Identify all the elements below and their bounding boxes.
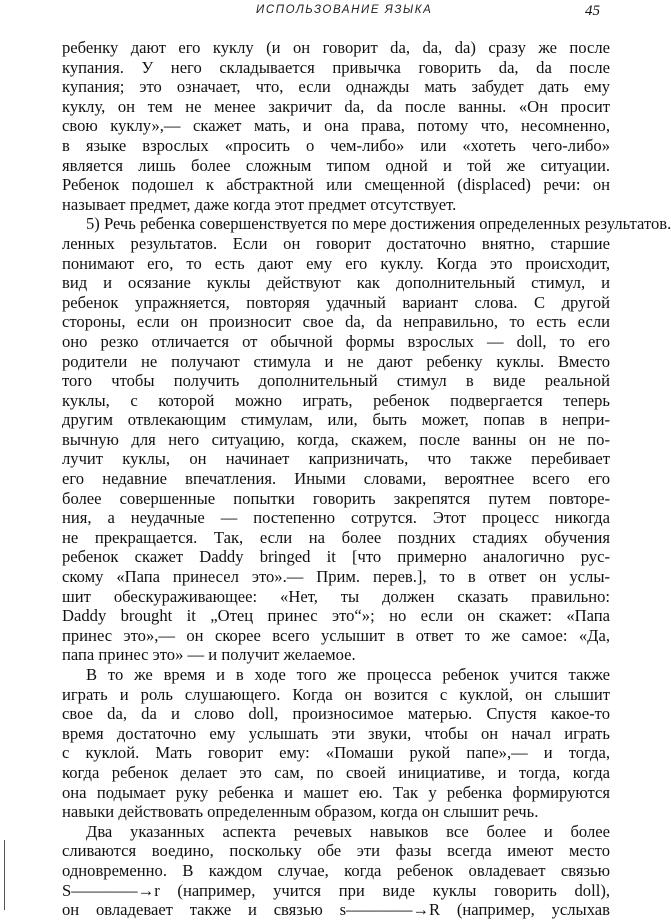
running-head-title: ИСПОЛЬЗОВАНИЕ ЯЗЫКА bbox=[256, 4, 433, 16]
text-line: когда ребенок делает это сам, по своей инициативе, и тогда, когда bbox=[62, 762, 610, 782]
page-number: 45 bbox=[585, 3, 600, 19]
text-line: Ребенок подошел к абстрактной или смещенной (displaced) речи: он bbox=[62, 175, 610, 195]
text-line: время достаточно ему услышать эти звуки, чтобы он начал играть bbox=[62, 723, 610, 743]
text-line: называет предмет, даже когда этот предмет отсутствует. bbox=[62, 194, 457, 214]
text-line: она подымает руку ребенка и машет ею. Так у ребенка формируются bbox=[62, 782, 610, 802]
text-line: ния, а неудачные — постепенно сотрутся. Этот процесс никогда bbox=[62, 508, 610, 528]
text-line: папа принес это» — и получит желаемое. bbox=[62, 645, 356, 665]
text-line: навыки действовать определенным образом, когда он слышит речь. bbox=[62, 802, 539, 822]
text-line: не прекращается. Так, если на более поздних стадиях обучения bbox=[62, 527, 610, 547]
text-line: он овладевает также и связью s————→R (например, услыхав bbox=[62, 900, 610, 920]
text-line: куклы, с которой можно играть, ребенок подвергается теперь bbox=[62, 390, 610, 410]
text-line: играть и роль слушающего. Когда он возится с куклой, он слышит bbox=[62, 684, 610, 704]
text-line: скому «Папа принесел это».— Прим. перев.], то в ответ он услы- bbox=[62, 567, 610, 587]
text-line: того чтобы получить дополнительный стимул в виде реальной bbox=[62, 371, 610, 391]
text-line: его недавние впечатления. Иными словами, вероятнее всего его bbox=[62, 469, 610, 489]
running-head bbox=[0, 4, 620, 28]
text-line: S————→r (например, учится при виде куклы говорить doll), bbox=[62, 880, 610, 900]
text-line: Daddy brought it „Отец принес это“»; но если он скажет: «Папа bbox=[62, 606, 610, 626]
text-line: ребенок упражняется, повторяя удачный вариант слова. С другой bbox=[62, 292, 610, 312]
text-line: лучит куклы, он начинает капризничать, что также перебивает bbox=[62, 449, 610, 469]
text-line: ребенок скажет Daddy bringed it [что примерно аналогично рус- bbox=[62, 547, 610, 567]
text-line: более совершенные попытки говорить закрепятся путем повторе- bbox=[62, 488, 610, 508]
text-line: вычную для него ситуацию, когда, скажем, после ванны он не по- bbox=[62, 429, 610, 449]
text-line: куклу, он тем не менее закричит da, da после ванны. «Он просит bbox=[62, 96, 610, 116]
text-line: свое da, da и слово doll, произносимое матерью. Спустя какое-то bbox=[62, 704, 610, 724]
text-line: является лишь более сложным типом одной и той же ситуации. bbox=[62, 155, 610, 175]
text-line: стороны, если он произносит свое da, da неправильно, то есть если bbox=[62, 312, 610, 332]
text-line: понимают его, то есть дают ему его куклу. Когда это происходит, bbox=[62, 253, 610, 273]
text-line: сливаются воедино, поскольку обе эти фазы всегда имеют место bbox=[62, 841, 610, 861]
body-text bbox=[62, 38, 671, 920]
text-line: родители не получают стимула и не дают ребенку куклы. Вместо bbox=[62, 351, 610, 371]
text-line: ленных результатов. Если он говорит достаточно внятно, старшие bbox=[62, 233, 610, 253]
paragraph-start-line: Два указанных аспекта речевых навыков все более и более bbox=[86, 821, 610, 841]
text-line: шит обескураживающее: «Нет, ты должен сказать правильно: bbox=[62, 586, 610, 606]
paragraph-start-line: В то же время и в ходе того же процесса ребенок учится также bbox=[86, 665, 610, 684]
text-line: с куклой. Мать говорит ему: «Помаши рукой папе»,— и тогда, bbox=[62, 743, 610, 763]
text-line: свою куклу»,— скажет мать, и она права, потому что, несомненно, bbox=[62, 116, 610, 136]
text-line: оно резко отличается от обычной формы взрослых — doll, то его bbox=[62, 331, 610, 351]
text-line: купания. У него складывается привычка говорить da, da после bbox=[62, 57, 610, 77]
margin-rule bbox=[4, 840, 5, 910]
text-line: другим отвлекающим стимулам, или, быть может, попав в непри- bbox=[62, 410, 610, 430]
text-line: вид и осязание куклы действуют как дополнительный стимул, и bbox=[62, 273, 610, 293]
text-line: ребенку дают его куклу (и он говорит da, da, da) сразу же после bbox=[62, 38, 610, 57]
paragraph-start-line: 5) Речь ребенка совершенствуется по мере достижения определенных результатов. bbox=[86, 214, 671, 234]
text-line: одновременно. В каждом случае, когда ребенок овладевает связью bbox=[62, 860, 610, 880]
text-line: в языке взрослых «просить о чем-либо» или «хотеть чего-либо» bbox=[62, 135, 610, 155]
text-line: принес это»,— он скорее всего услышит в ответ то же самое: «Да, bbox=[62, 625, 610, 645]
text-line: купания; это означает, что, если однажды мать забудет дать ему bbox=[62, 77, 610, 97]
